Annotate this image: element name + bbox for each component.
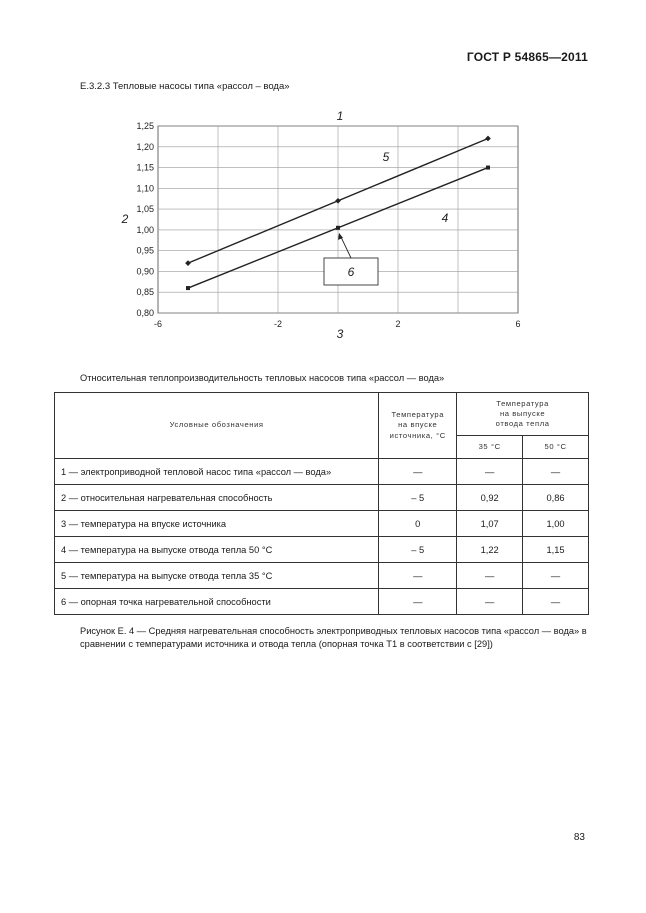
header-50c: 50 °С	[523, 436, 589, 459]
y-tick-label: 0,90	[136, 266, 154, 277]
table-row	[55, 537, 589, 563]
callout-5: 5	[382, 150, 390, 164]
cell-source: —	[379, 589, 457, 615]
cell-35: —	[457, 459, 523, 485]
callout-1: 1	[336, 109, 344, 123]
y-tick-label: 1,15	[136, 162, 154, 173]
cell-source: —	[379, 459, 457, 485]
header-source-temp: Температура на впуске источника, °С	[379, 393, 457, 459]
cell-35: —	[457, 563, 523, 589]
header-outlet-temp: Температура на выпуске отвода тепла	[457, 393, 589, 436]
data-point	[335, 198, 341, 204]
page-number: 83	[573, 832, 585, 843]
callout-4: 4	[441, 211, 449, 225]
row-label: 4 — температура на выпуске отвода тепла 50 °С	[55, 537, 379, 563]
row-label: 1 — электроприводной тепловой насос типа «рассол — вода»	[55, 459, 379, 485]
x-tick-label: 6	[515, 319, 521, 329]
header-legend: Условные обозначения	[55, 393, 379, 459]
cell-source: – 5	[379, 537, 457, 563]
cell-source: 0	[379, 511, 457, 537]
header-35c: 35 °С	[457, 436, 523, 459]
table-row	[55, 589, 589, 615]
cell-source: —	[379, 563, 457, 589]
figure-caption: Рисунок Е. 4 — Средняя нагревательная способность электроприводных тепловых насосов типа «рассол — вода» в сравнении с температурами источника и отвода тепла (опорная точка Т1 в соответствии с [29])	[80, 626, 587, 650]
standard-header: ГОСТ Р 54865—2011	[466, 50, 588, 64]
y-tick-label: 1,10	[136, 183, 154, 194]
x-tick-label: -2	[273, 319, 283, 329]
callout-2: 2	[121, 212, 129, 226]
table-row	[55, 563, 589, 589]
table-caption: Относительная теплопроизводительность тепловых насосов типа «рассол — вода»	[80, 373, 445, 383]
row-label: 5 — температура на выпуске отвода тепла 35 °С	[55, 563, 379, 589]
table-row	[55, 459, 589, 485]
y-tick-label: 1,20	[136, 141, 154, 152]
table-row	[55, 511, 589, 537]
chart-callouts	[121, 109, 449, 341]
data-point	[185, 260, 191, 266]
callout-3: 3	[336, 327, 344, 341]
row-label: 3 — температура на впуске источника	[55, 511, 379, 537]
cell-source: – 5	[379, 485, 457, 511]
x-tick-label: 2	[395, 319, 401, 329]
section-title: Е.3.2.3 Тепловые насосы типа «рассол – вода»	[80, 81, 290, 92]
data-point	[186, 286, 190, 290]
cell-50: —	[523, 563, 589, 589]
x-tick-label: -6	[153, 319, 163, 329]
y-tick-label: 0,80	[136, 308, 154, 318]
data-point	[485, 136, 491, 142]
row-label: 2 — относительная нагревательная способность	[55, 485, 379, 511]
data-point	[486, 166, 490, 170]
callout-6: 6	[347, 265, 355, 279]
chart	[0, 0, 646, 360]
cell-50: —	[523, 459, 589, 485]
table-row	[55, 485, 589, 511]
y-tick-label: 1,00	[136, 224, 154, 235]
y-tick-label: 1,05	[136, 204, 154, 215]
row-label: 6 — опорная точка нагревательной способности	[55, 589, 379, 615]
y-tick-label: 0,85	[136, 287, 154, 298]
cell-50: 1,15	[523, 537, 589, 563]
cell-35: 0,92	[457, 485, 523, 511]
cell-50: —	[523, 589, 589, 615]
cell-35: 1,22	[457, 537, 523, 563]
cell-35: 1,07	[457, 511, 523, 537]
cell-35: —	[457, 589, 523, 615]
y-tick-label: 1,25	[136, 121, 154, 131]
data-point	[336, 226, 340, 230]
y-tick-label: 0,95	[136, 245, 154, 256]
cell-50: 1,00	[523, 511, 589, 537]
chart-tick-labels	[136, 121, 520, 329]
cell-50: 0,86	[523, 485, 589, 511]
data-table	[54, 392, 589, 615]
